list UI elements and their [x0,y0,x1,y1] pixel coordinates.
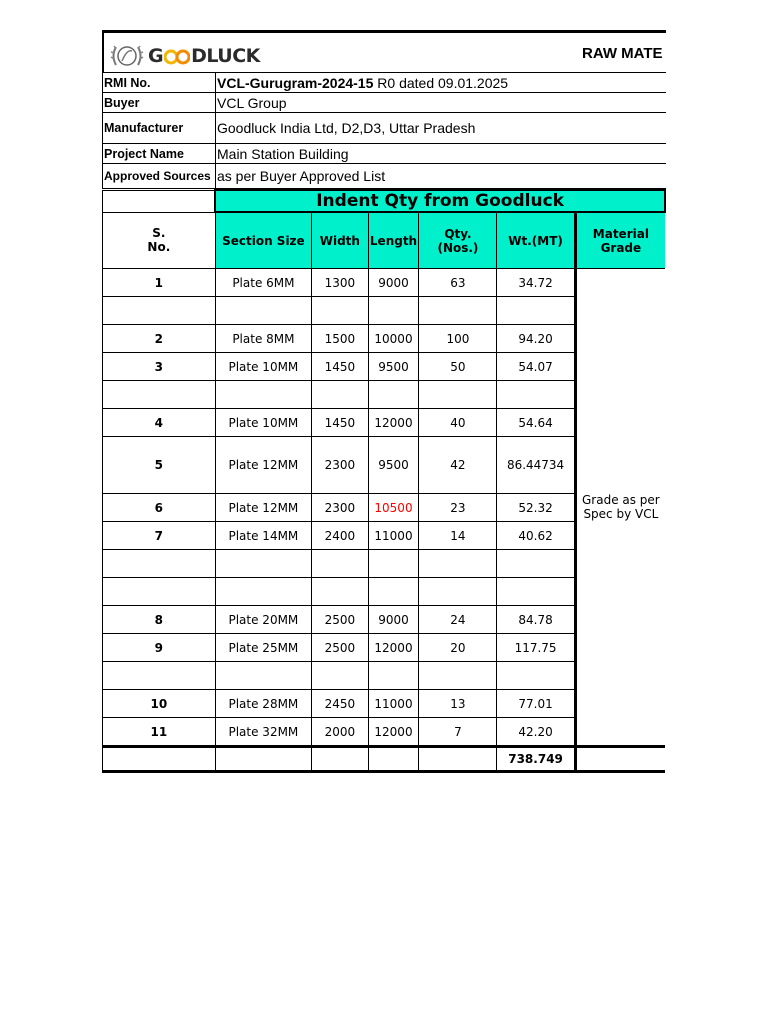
cell-width: 2450 [312,690,368,718]
total-row [103,747,666,772]
info-row-buyer [103,93,667,113]
material-grade-cell: Grade as per Spec by VCL [575,269,665,747]
cell-qty: 24 [419,606,497,634]
col-header-qty: Qty. (Nos.) [419,212,497,269]
cell-qty: 100 [419,325,497,353]
cell-sno: 1 [103,269,216,297]
cell-sno: 4 [103,409,216,437]
total-blank [312,747,368,772]
table-row [103,269,666,297]
cell-section [215,662,311,690]
total-blank [575,747,665,772]
cell-width: 1450 [312,409,368,437]
document-title: RAW MATE [582,45,663,62]
cell-sno: 11 [103,718,216,747]
cell-length: 9500 [368,353,419,381]
cell-width [312,297,368,325]
info-row-rmi [103,73,667,93]
logo-text-start: G [148,45,164,67]
cell-section: Plate 25MM [215,634,311,662]
cell-section: Plate 28MM [215,690,311,718]
cell-wt [497,662,575,690]
cell-width: 2300 [312,494,368,522]
cell-wt: 77.01 [497,690,575,718]
column-header-row [103,212,666,269]
cell-length [368,381,419,409]
cell-wt: 52.32 [497,494,575,522]
total-blank [103,747,216,772]
total-blank [419,747,497,772]
sheet-header [102,30,666,72]
cell-wt: 40.62 [497,522,575,550]
cell-section: Plate 14MM [215,522,311,550]
rmi-number: VCL-Gurugram-2024-15 [217,74,374,91]
logo-text-end: DLUCK [191,45,260,67]
cell-section [215,297,311,325]
rmi-info-table [102,72,666,189]
cell-qty: 14 [419,522,497,550]
cell-qty: 7 [419,718,497,747]
buyer-value: VCL Group [216,93,667,113]
cell-section [215,550,311,578]
rmi-value [216,73,667,93]
project-label: Project Name [103,144,216,164]
cell-sno [103,297,216,325]
cell-wt [497,381,575,409]
cell-length: 9000 [368,269,419,297]
cell-wt: 34.72 [497,269,575,297]
indent-rows [103,269,666,747]
cell-sno: 8 [103,606,216,634]
manufacturer-value: Goodluck India Ltd, D2,D3, Uttar Pradesh [216,113,667,144]
cell-section: Plate 20MM [215,606,311,634]
cell-width: 2500 [312,606,368,634]
cell-sno: 10 [103,690,216,718]
cell-length: 10500 [368,494,419,522]
logo-wordmark [148,45,260,67]
cell-wt: 94.20 [497,325,575,353]
cell-length: 12000 [368,718,419,747]
indent-title: Indent Qty from Goodluck [215,190,665,212]
cell-sno: 3 [103,353,216,381]
cell-wt: 54.64 [497,409,575,437]
info-row-project [103,144,667,164]
cell-wt: 54.07 [497,353,575,381]
cell-qty [419,550,497,578]
cell-sno: 2 [103,325,216,353]
infinity-icon [164,48,190,64]
info-row-sources [103,164,667,189]
cell-length [368,297,419,325]
info-row-manufacturer [103,113,667,144]
goodluck-logo [110,41,260,71]
cell-length: 12000 [368,634,419,662]
buyer-label: Buyer [103,93,216,113]
cell-sno [103,381,216,409]
cell-width: 1300 [312,269,368,297]
cell-section: Plate 6MM [215,269,311,297]
laurel-emblem-icon [110,41,144,71]
cell-length: 12000 [368,409,419,437]
cell-qty: 20 [419,634,497,662]
cell-section: Plate 32MM [215,718,311,747]
col-header-sno: S. No. [103,212,216,269]
cell-width: 1450 [312,353,368,381]
col-header-section: Section Size [215,212,311,269]
col-header-width: Width [312,212,368,269]
cell-wt [497,297,575,325]
total-weight: 738.749 [497,747,575,772]
cell-wt [497,550,575,578]
cell-qty [419,662,497,690]
cell-section: Plate 10MM [215,409,311,437]
cell-width: 1500 [312,325,368,353]
cell-sno: 9 [103,634,216,662]
cell-qty: 23 [419,494,497,522]
cell-section: Plate 8MM [215,325,311,353]
indent-table [102,189,666,773]
sources-label: Approved Sources [103,164,216,189]
cell-qty: 42 [419,437,497,494]
cell-wt: 42.20 [497,718,575,747]
cell-section [215,578,311,606]
cell-length [368,578,419,606]
col-header-grade: Material Grade [575,212,665,269]
project-value: Main Station Building [216,144,667,164]
cell-sno: 6 [103,494,216,522]
indent-title-row [103,190,666,212]
cell-qty: 63 [419,269,497,297]
cell-sno: 7 [103,522,216,550]
col-header-length: Length [368,212,419,269]
cell-wt: 117.75 [497,634,575,662]
rmi-date: R0 dated 09.01.2025 [373,74,509,91]
cell-qty: 13 [419,690,497,718]
cell-qty: 40 [419,409,497,437]
cell-width [312,662,368,690]
cell-qty [419,297,497,325]
cell-length: 9000 [368,606,419,634]
cell-section [215,381,311,409]
cell-width: 2400 [312,522,368,550]
total-blank [368,747,419,772]
cell-width [312,381,368,409]
sources-value: as per Buyer Approved List [216,164,667,189]
cell-width [312,578,368,606]
cell-sno [103,578,216,606]
rmi-label: RMI No. [103,73,216,93]
cell-section: Plate 12MM [215,437,311,494]
cell-wt: 86.44734 [497,437,575,494]
cell-section: Plate 12MM [215,494,311,522]
cell-width: 2500 [312,634,368,662]
cell-qty: 50 [419,353,497,381]
cell-sno: 5 [103,437,216,494]
cell-length: 11000 [368,690,419,718]
cell-length: 9500 [368,437,419,494]
cell-qty [419,578,497,606]
cell-sno [103,550,216,578]
cell-wt: 84.78 [497,606,575,634]
manufacturer-label: Manufacturer [103,113,216,144]
cell-length: 10000 [368,325,419,353]
total-blank [215,747,311,772]
cell-length: 11000 [368,522,419,550]
cell-qty [419,381,497,409]
cell-sno [103,662,216,690]
cell-wt [497,578,575,606]
cell-width [312,550,368,578]
cell-section: Plate 10MM [215,353,311,381]
cell-length [368,550,419,578]
cell-width: 2000 [312,718,368,747]
cell-length [368,662,419,690]
cell-width: 2300 [312,437,368,494]
blank-corner [103,190,216,212]
col-header-wt: Wt.(MT) [497,212,575,269]
